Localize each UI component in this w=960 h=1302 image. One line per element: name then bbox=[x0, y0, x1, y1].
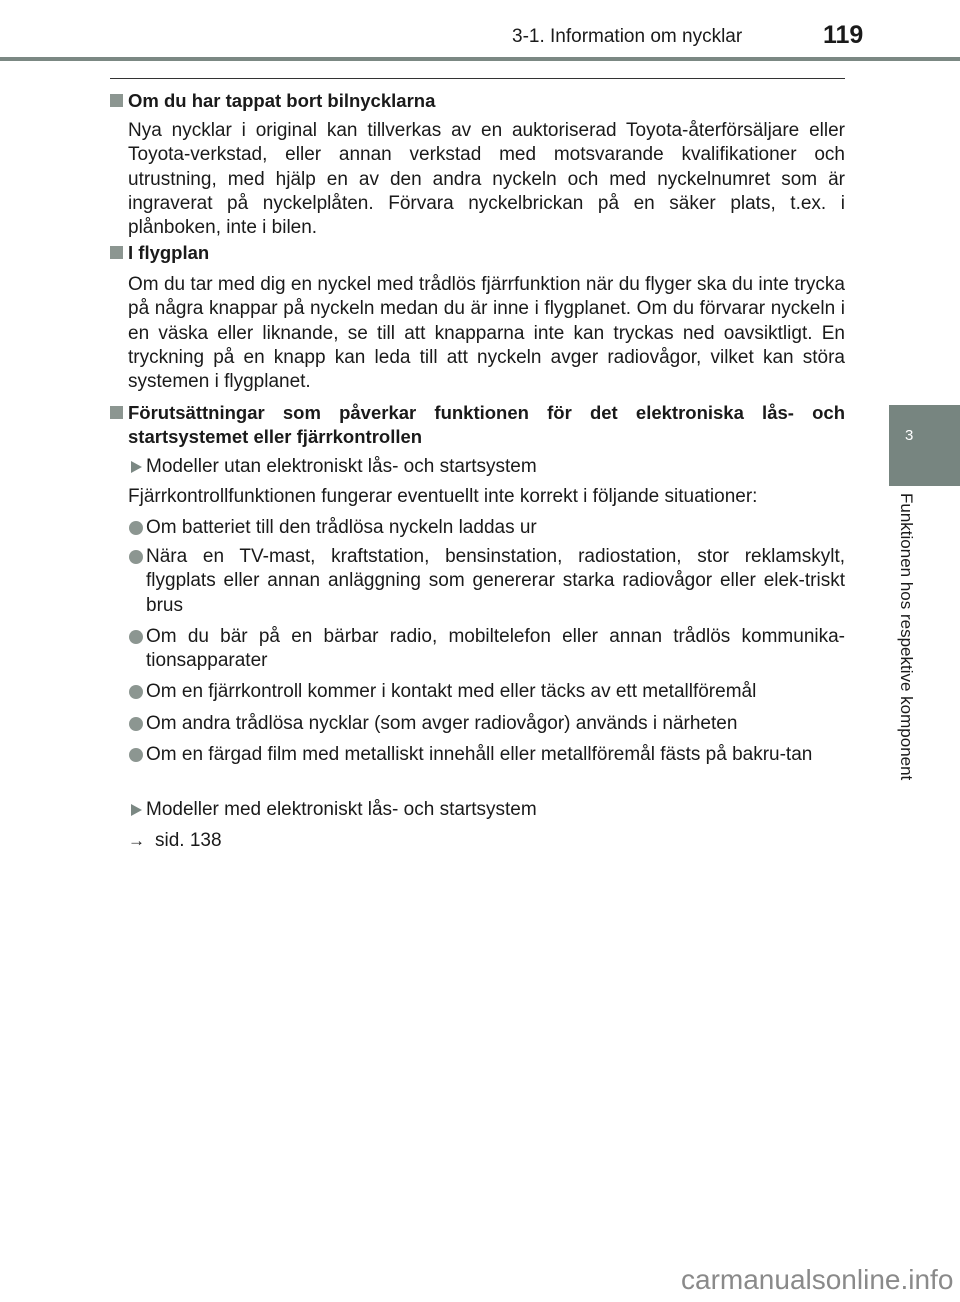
arrow-right-icon: → bbox=[128, 831, 145, 850]
list-item bbox=[128, 625, 845, 674]
section-heading bbox=[110, 241, 845, 265]
list-item bbox=[128, 545, 845, 618]
list-item bbox=[128, 516, 845, 540]
list-item bbox=[128, 743, 845, 767]
triangle-icon bbox=[131, 804, 142, 816]
header-rule bbox=[0, 57, 960, 61]
paragraph: Fjärrkontrollfunktionen fungerar eventuellt inte korrekt i följande situationer: bbox=[128, 486, 758, 507]
list-item-text: Om du bär på en bärbar radio, mobiltelefon eller annan trådlös kommunika-tionsapparater bbox=[146, 626, 845, 672]
circle-bullet-icon bbox=[129, 748, 143, 762]
watermark: carmanualsonline.info bbox=[681, 1264, 954, 1295]
list-item-text: Nära en TV-mast, kraftstation, bensinstation, radiostation, stor reklamskylt, flygplats eller annan anläggning som genererar starka radiovågor eller elek-triskt brus bbox=[146, 546, 845, 616]
list-item-text: Om batteriet till den trådlösa nyckeln laddas ur bbox=[146, 517, 537, 538]
circle-bullet-icon bbox=[129, 521, 143, 535]
page-number: 119 bbox=[823, 21, 864, 49]
list-item-text: Om en färgad film med metalliskt innehåll eller metallföremål fästs på bakru-tan bbox=[146, 744, 813, 765]
heading-text: Förutsättningar som påverkar funktionen för det elektroniska lås- och startsystemet eller fjärrkontrollen bbox=[128, 402, 845, 448]
circle-bullet-icon bbox=[129, 685, 143, 699]
page-reference-link[interactable]: sid. 138 bbox=[155, 830, 222, 851]
circle-bullet-icon bbox=[129, 550, 143, 564]
square-bullet-icon bbox=[110, 94, 123, 107]
square-bullet-icon bbox=[110, 406, 123, 419]
subheading-text: Modeller utan elektroniskt lås- och startsystem bbox=[146, 456, 537, 477]
list-item bbox=[128, 680, 845, 704]
heading-text: I flygplan bbox=[128, 242, 210, 263]
subheading bbox=[128, 455, 845, 479]
section-heading bbox=[110, 401, 845, 450]
section-heading bbox=[110, 89, 845, 113]
page-reference[interactable] bbox=[128, 829, 845, 853]
chapter-number: 3 bbox=[905, 427, 914, 444]
paragraph: Om du tar med dig en nyckel med trådlös fjärrfunktion när du flyger ska du inte trycka på några knappar på nyckeln medan du är inne i flygplanet. Om du förvarar nyckeln i en väska eller liknande, se till att knapparna inte kan tryckas ned oavsiktligt. En tryckning på en knapp kan leda till att nyckeln avger radiovågor, vilket kan störa systemen i flygplanet. bbox=[128, 274, 845, 393]
header-section-title: 3-1. Information om nycklar bbox=[512, 26, 743, 47]
subheading bbox=[128, 798, 845, 822]
chapter-tab bbox=[889, 405, 960, 486]
list-item-text: Om andra trådlösa nycklar (som avger radiovågor) används i närheten bbox=[146, 713, 738, 734]
circle-bullet-icon bbox=[129, 630, 143, 644]
chapter-label: Funktionen hos respektive komponent bbox=[897, 493, 916, 781]
subheading-text: Modeller med elektroniskt lås- och startsystem bbox=[146, 799, 537, 820]
triangle-icon bbox=[131, 461, 142, 473]
paragraph: Nya nycklar i original kan tillverkas av en auktoriserad Toyota-återförsäljare eller Toyota-verkstad, eller annan verkstad med motsvarande kvalifikationer och utrustning, med hjälp en av den andra nyckeln och med nyckelnumret som är ingraverat på nyckelplåten. Förvara nyckelbrickan på en säker plats, t.ex. i plånboken, inte i bilen. bbox=[128, 120, 845, 239]
square-bullet-icon bbox=[110, 246, 123, 259]
list-item bbox=[128, 712, 845, 736]
divider bbox=[110, 78, 845, 79]
list-item-text: Om en fjärrkontroll kommer i kontakt med eller täcks av ett metallföremål bbox=[146, 681, 757, 702]
circle-bullet-icon bbox=[129, 717, 143, 731]
heading-text: Om du har tappat bort bilnycklarna bbox=[128, 90, 436, 111]
